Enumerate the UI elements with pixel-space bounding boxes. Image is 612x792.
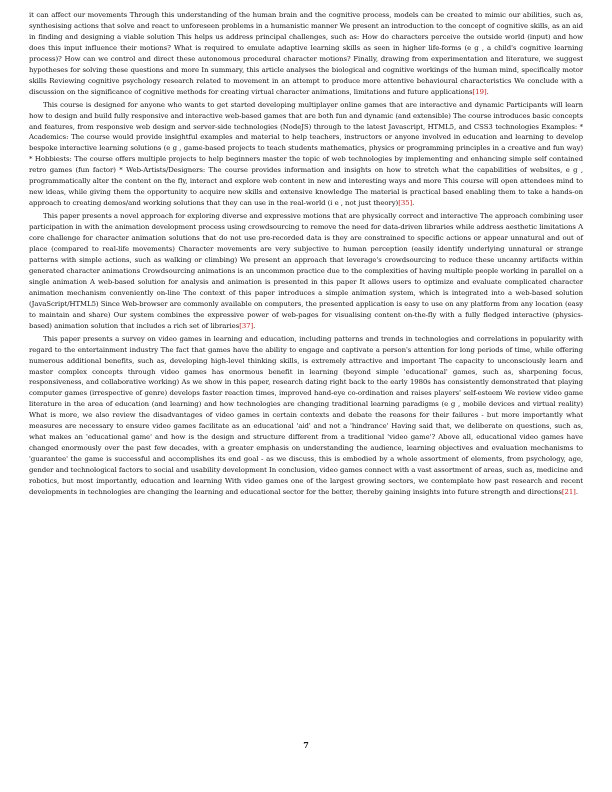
citation-link[interactable]: [21] — [561, 487, 576, 496]
page-number: 7 — [303, 740, 309, 750]
paragraph-tail: . — [253, 321, 256, 330]
citation-link[interactable]: [37] — [239, 321, 254, 330]
paragraph-text: This paper presents a survey on video games in learning and education, including patterns and trends in technologies and correlations in popularity with regard to the entertainment industry The fact that games have the ability to engage and captivate a person's attention for long periods of time, while offering numerous additional benefits, such as, developing high-level thinking skills, is extremely attractive and important The capacity to unconsciously learn and master complex concepts through video games has enormous benefit in learning (beyond simple 'educational' games, such as, sharpening focus, responsiveness, and collaborative working) As we show in this paper, research dating right back to the early 1980s has consistently demonstrated that playing computer games (irrespective of genre) develops faster reaction times, improved hand-eye co-ordination and raises players' self-esteem We review video game literature in the area of education (and learning) and how technologies are changing traditional learning paradigms (e g , mobile devices and virtual reality) What is more, we also review the disadvantages of video games in certain contexts and debate the reasons for their failures - but more importantly what measures are necessary to ensure video games facilitate as an educational 'aid' and not a 'hindrance' Having said that, we deliberate on questions, such as, what makes an 'educational game' and how is the design and structure different from a traditional 'video game'? Above all, educational video games have changed enormously over the past few decades, with a greater emphasis on understanding the audience, learning objectives and evaluation mechanisms to 'guarantee' the game is successful and accomplishes its end goal - as we discuss, this is embodied by a whole assortment of elements, from psychology, age, gender and technological factors to social and usability development In conclusion, video games connect with a vast assortment of areas, such as, medicine and robotics, but most importantly, education and learning With video games one of the largest growing sectors, we contemplate how past research and recent developments in technologies are changing the learning and educational sector for the better, thereby gaining insights into future strength and directions — [29, 334, 583, 496]
paragraph-tail: . — [486, 87, 489, 96]
paragraph-2 — [29, 100, 583, 210]
paragraph-1 — [29, 10, 583, 98]
paragraph-4 — [29, 334, 583, 498]
paragraph-text: This course is designed for anyone who wants to get started developing multiplayer online games that are interactive and dynamic Participants will learn how to design and build fully responsive and interactive web-based games that are both fun and dynamic (and extensible) The course introduces basic concepts and features, from responsive web design and server-side technologies (NodeJS) through to the latest Javascript, HTML5, and CSS3 technologies Examples: * Academics: The course would provide insightful examples and material to help teachers, instructors or anyone involved in education and learning to develop bespoke interactive learning solutions (e g , game-based projects to teach students mathematics, physics or programming principles in a creative and fun way) * Hobbiests: The course offers multiple projects to help beginners master the topic of web technologies by implementing and enhancing simple self contained retro games (fun factor) * Web-Artists/Designers: The course provides information and insights on how to stretch what the capabilities of websites, e g , programmatically alter the content on the fly, interact and explore web content in new and interesting ways and more This course will open attendees mind to new ideas, while giving them the opportunity to acquire new skills and extensive knowledge The material is practical based enabling them to take a hands-on approach to creating demos/and working solutions that they can use in the real-world (i e , not just theory) — [29, 100, 583, 208]
paragraph-text: it can affect our movements Through this understanding of the human brain and the cognitive process, models can be created to mimic our abilities, such as, synthesising actions that solve and react to unforeseen problems in a humanistic manner We present an introduction to the concept of cognitive skills, as an aid in finding and designing a viable solution This helps us address principal challenges, such as: How do characters perceive the outside world (input) and how does this input influence their motions? What is required to emulate adaptive learning skills as seen in higher life-forms (e g , a child's cognitive learning process)? How can we control and direct these autonomous procedural character motions? Finally, drawing from experimentation and literature, we suggest hypotheses for solving these questions and more In summary, this article analyses the biological and cognitive workings of the human mind, specifically motor skills Reviewing cognitive psychology research related to movement in an attempt to produce more attentive behavioural characteristics We conclude with a discussion on the significance of cognitive methods for creating virtual character animations, limitations and future applications — [29, 11, 583, 96]
paragraph-tail: . — [412, 199, 415, 208]
paragraph-3 — [29, 211, 583, 331]
citation-link[interactable]: [19] — [472, 87, 487, 96]
paragraph-text: This paper presents a novel approach for exploring diverse and expressive motions that are physically correct and interactive The approach combining user participation in with the animation development process using crowdsourcing to remove the need for data-driven libraries while address aesthetic limitations A core challenge for character animation solutions that do not use pre-recorded data is they are constrained to specific actions or appear unnatural and out of place (compared to real-life movements) Character movements are very subjective to human perception (easily identify underlying unnatural or strange patterns with simple actions, such as walking or climbing) We present an approach that leverage's crowdsourcing to reduce these uncanny artifacts within generated character animations Crowdsourcing animations is an uncommon practice due to the complexities of having multiple people working in parallel on a single animation A web-based solution for analysis and animation is presented in this paper It allows users to optimize and evaluate complicated character animation mechanism conveniently on-line The context of this paper introduces a simple animation system, which is integrated into a web-based solution (JavaScript/HTML5) Since Web-browser are commonly available on computers, the presented application is easy to use on any platform from any location (easy to maintain and share) Our system combines the expressive power of web-pages for visualising content on-the-fly with a fully fledged interactive (physics-based) animation solution that includes a rich set of libraries — [29, 212, 583, 330]
paragraph-tail: . — [575, 487, 578, 496]
document-body — [29, 10, 583, 500]
citation-link[interactable]: [35] — [398, 199, 413, 208]
